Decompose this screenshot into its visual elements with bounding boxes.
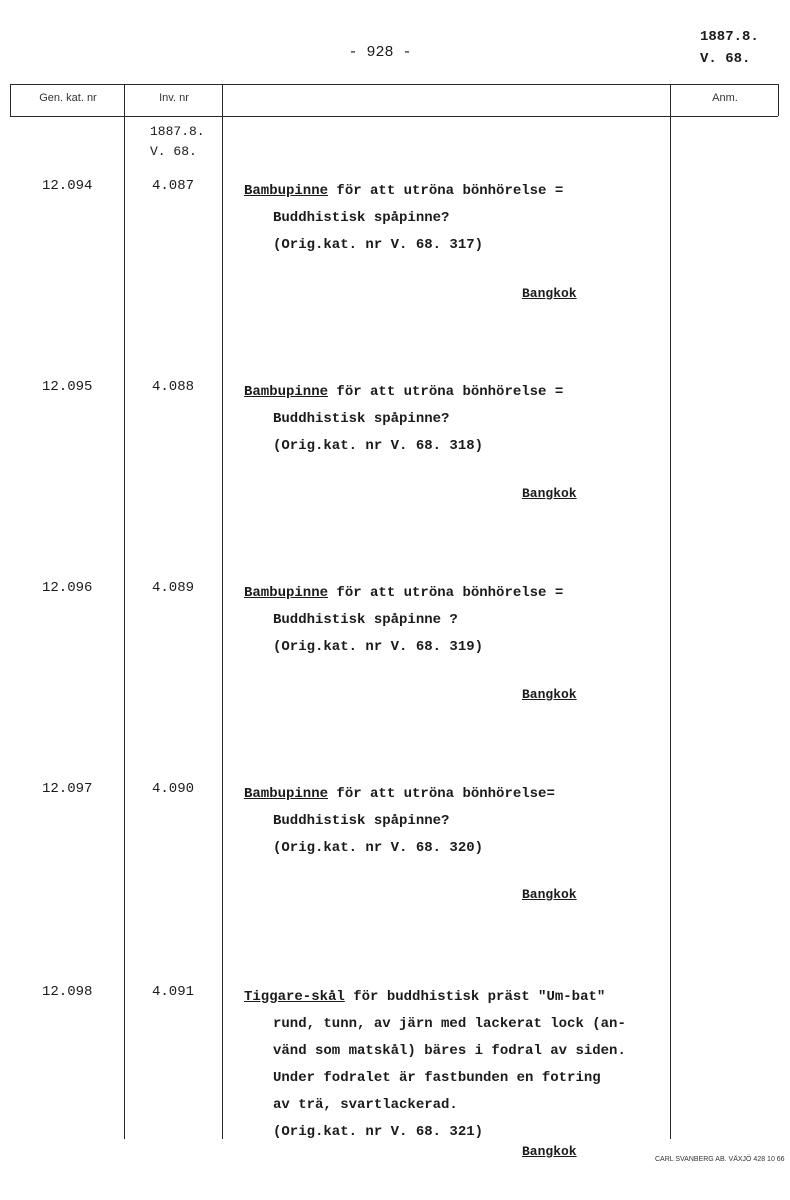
header-inv: Inv. nr [159, 92, 189, 104]
left-border [10, 84, 11, 116]
object-name: Bambupinne [244, 384, 329, 400]
inv-series-line: 1887.8. [150, 124, 205, 139]
object-name: Bambupinne [244, 786, 329, 802]
description-text: för att utröna bönhörelse = [328, 585, 564, 601]
corner-reference [700, 26, 759, 70]
gen-kat-number: 12.098 [42, 984, 93, 1000]
description-line: Buddhistisk spåpinne ? [273, 612, 458, 628]
entry-description [244, 781, 664, 862]
entry-description [244, 379, 664, 460]
inv-number: 4.090 [152, 781, 195, 797]
column-divider [124, 84, 125, 1139]
object-name: Bambupinne [244, 585, 329, 601]
description-text: för att utröna bönhörelse = [328, 183, 564, 199]
corner-reference-line: V. 68. [700, 51, 751, 67]
description-line: (Orig.kat. nr V. 68. 320) [273, 840, 484, 856]
description-text: för att utröna bönhörelse = [328, 384, 564, 400]
gen-kat-number: 12.094 [42, 178, 93, 194]
inv-number: 4.089 [152, 580, 195, 596]
place-name: Bangkok [522, 1144, 577, 1159]
description-line: (Orig.kat. nr V. 68. 318) [273, 438, 484, 454]
printer-imprint: CARL SVANBERG AB. VÄXJÖ 428 10 66 [655, 1156, 785, 1163]
right-border [778, 84, 779, 116]
entry-description [244, 178, 664, 259]
header-bottom-rule [10, 116, 778, 117]
entry-description [244, 580, 664, 661]
description-line: vänd som matskål) bäres i fodral av siden. [273, 1043, 626, 1059]
description-text: för att utröna bönhörelse= [328, 786, 555, 802]
corner-reference-line: 1887.8. [700, 29, 759, 45]
place-name: Bangkok [522, 286, 577, 301]
inv-series-heading [150, 122, 205, 162]
description-line: rund, tunn, av järn med lackerat lock (an- [273, 1016, 626, 1032]
description-line: av trä, svartlackerad. [273, 1097, 458, 1113]
gen-kat-number: 12.097 [42, 781, 93, 797]
place-name: Bangkok [522, 887, 577, 902]
description-line: (Orig.kat. nr V. 68. 319) [273, 639, 484, 655]
description-line: Buddhistisk spåpinne? [273, 411, 450, 427]
column-divider [222, 84, 223, 1139]
table-top-rule [10, 84, 778, 85]
description-line: Buddhistisk spåpinne? [273, 210, 450, 226]
gen-kat-number: 12.095 [42, 379, 93, 395]
description-line: (Orig.kat. nr V. 68. 321) [273, 1124, 484, 1140]
place-name: Bangkok [522, 486, 577, 501]
object-name: Bambupinne [244, 183, 329, 199]
header-gen-kat: Gen. kat. nr [39, 92, 97, 104]
gen-kat-number: 12.096 [42, 580, 93, 596]
inv-series-line: V. 68. [150, 144, 197, 159]
inv-number: 4.091 [152, 984, 195, 1000]
inv-number: 4.088 [152, 379, 195, 395]
description-line: (Orig.kat. nr V. 68. 317) [273, 237, 484, 253]
column-divider [670, 84, 671, 1139]
place-name: Bangkok [522, 687, 577, 702]
object-name: Tiggare-skål [244, 989, 345, 1005]
header-anm: Anm. [712, 92, 738, 104]
page-number: - 928 - [348, 44, 412, 61]
inv-number: 4.087 [152, 178, 195, 194]
description-text: för buddhistisk präst "Um-bat" [344, 989, 606, 1005]
description-line: Under fodralet är fastbunden en fotring [273, 1070, 601, 1086]
entry-description [244, 984, 664, 1146]
description-line: Buddhistisk spåpinne? [273, 813, 450, 829]
